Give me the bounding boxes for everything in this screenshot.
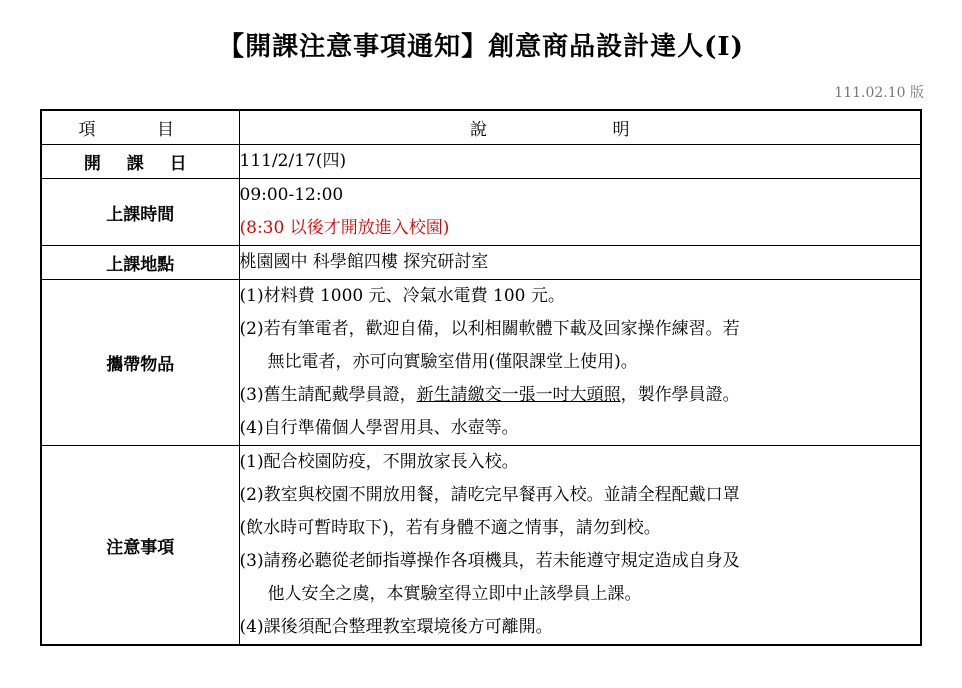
version-label: 111.02.10 版 [834, 85, 924, 101]
notes-label: 注意事項 [41, 446, 239, 646]
date-label: 開 課 日 [41, 145, 239, 179]
notes-line-3: (3)請務必聽從老師指導操作各項機具，若未能遵守規定造成自身及 [239, 551, 740, 571]
header-description: 說 明 [239, 110, 921, 145]
header-item: 項 目 [41, 110, 239, 145]
place-value-cell [239, 246, 921, 280]
table-row-notes [41, 446, 921, 646]
notes-list-cell [239, 446, 921, 646]
notes-line-2: (2)教室與校園不開放用餐，請吃完早餐再入校。並請全程配戴口罩 [239, 485, 740, 505]
date-value: 111/2/17(四) [239, 151, 347, 171]
items-line-2-cont: 無比電者，亦可向實驗室借用(僅限課堂上使用)。 [267, 352, 638, 372]
items-line-4: (4)自行準備個人學習用具、水壺等。 [239, 418, 519, 438]
items-label: 攜帶物品 [41, 280, 239, 446]
notes-line-1: (1)配合校園防疫，不開放家長入校。 [239, 452, 519, 472]
notes-line-3-cont: 他人安全之虞，本實驗室得立即中止該學員上課。 [267, 584, 642, 604]
items-line-3-a: (3)舊生請配戴學員證， [239, 385, 417, 405]
table-row-date [41, 145, 921, 179]
table-header-row [41, 110, 921, 145]
table-row-items [41, 280, 921, 446]
place-value: 桃園國中 科學館四樓 探究研討室 [239, 252, 489, 272]
items-line-1: (1)材料費 1000 元、冷氣水電費 100 元。 [239, 286, 565, 306]
time-value: 09:00-12:00 [239, 185, 344, 205]
items-line-2: (2)若有筆電者，歡迎自備，以利相關軟體下載及回家操作練習。若 [239, 319, 740, 339]
notice-table [40, 109, 922, 646]
place-label: 上課地點 [41, 246, 239, 280]
items-list-cell [239, 280, 921, 446]
time-note: (8:30 以後才開放進入校園) [239, 218, 450, 238]
notes-line-2-cont: (飲水時可暫時取下)，若有身體不適之情事，請勿到校。 [239, 518, 661, 538]
items-line-3-c: ，製作學員證。 [620, 385, 740, 405]
notes-line-4: (4)課後須配合整理教室環境後方可離開。 [239, 617, 553, 637]
date-value-cell [239, 145, 921, 179]
items-line-3 [240, 379, 921, 412]
table-row-place [41, 246, 921, 280]
page-title: 【開課注意事項通知】創意商品設計達人(I) [218, 32, 744, 62]
table-row-time [41, 179, 921, 246]
time-value-cell [239, 179, 921, 246]
time-label: 上課時間 [41, 179, 239, 246]
items-line-3-underlined: 新生請繳交一張一吋大頭照 [416, 385, 621, 405]
